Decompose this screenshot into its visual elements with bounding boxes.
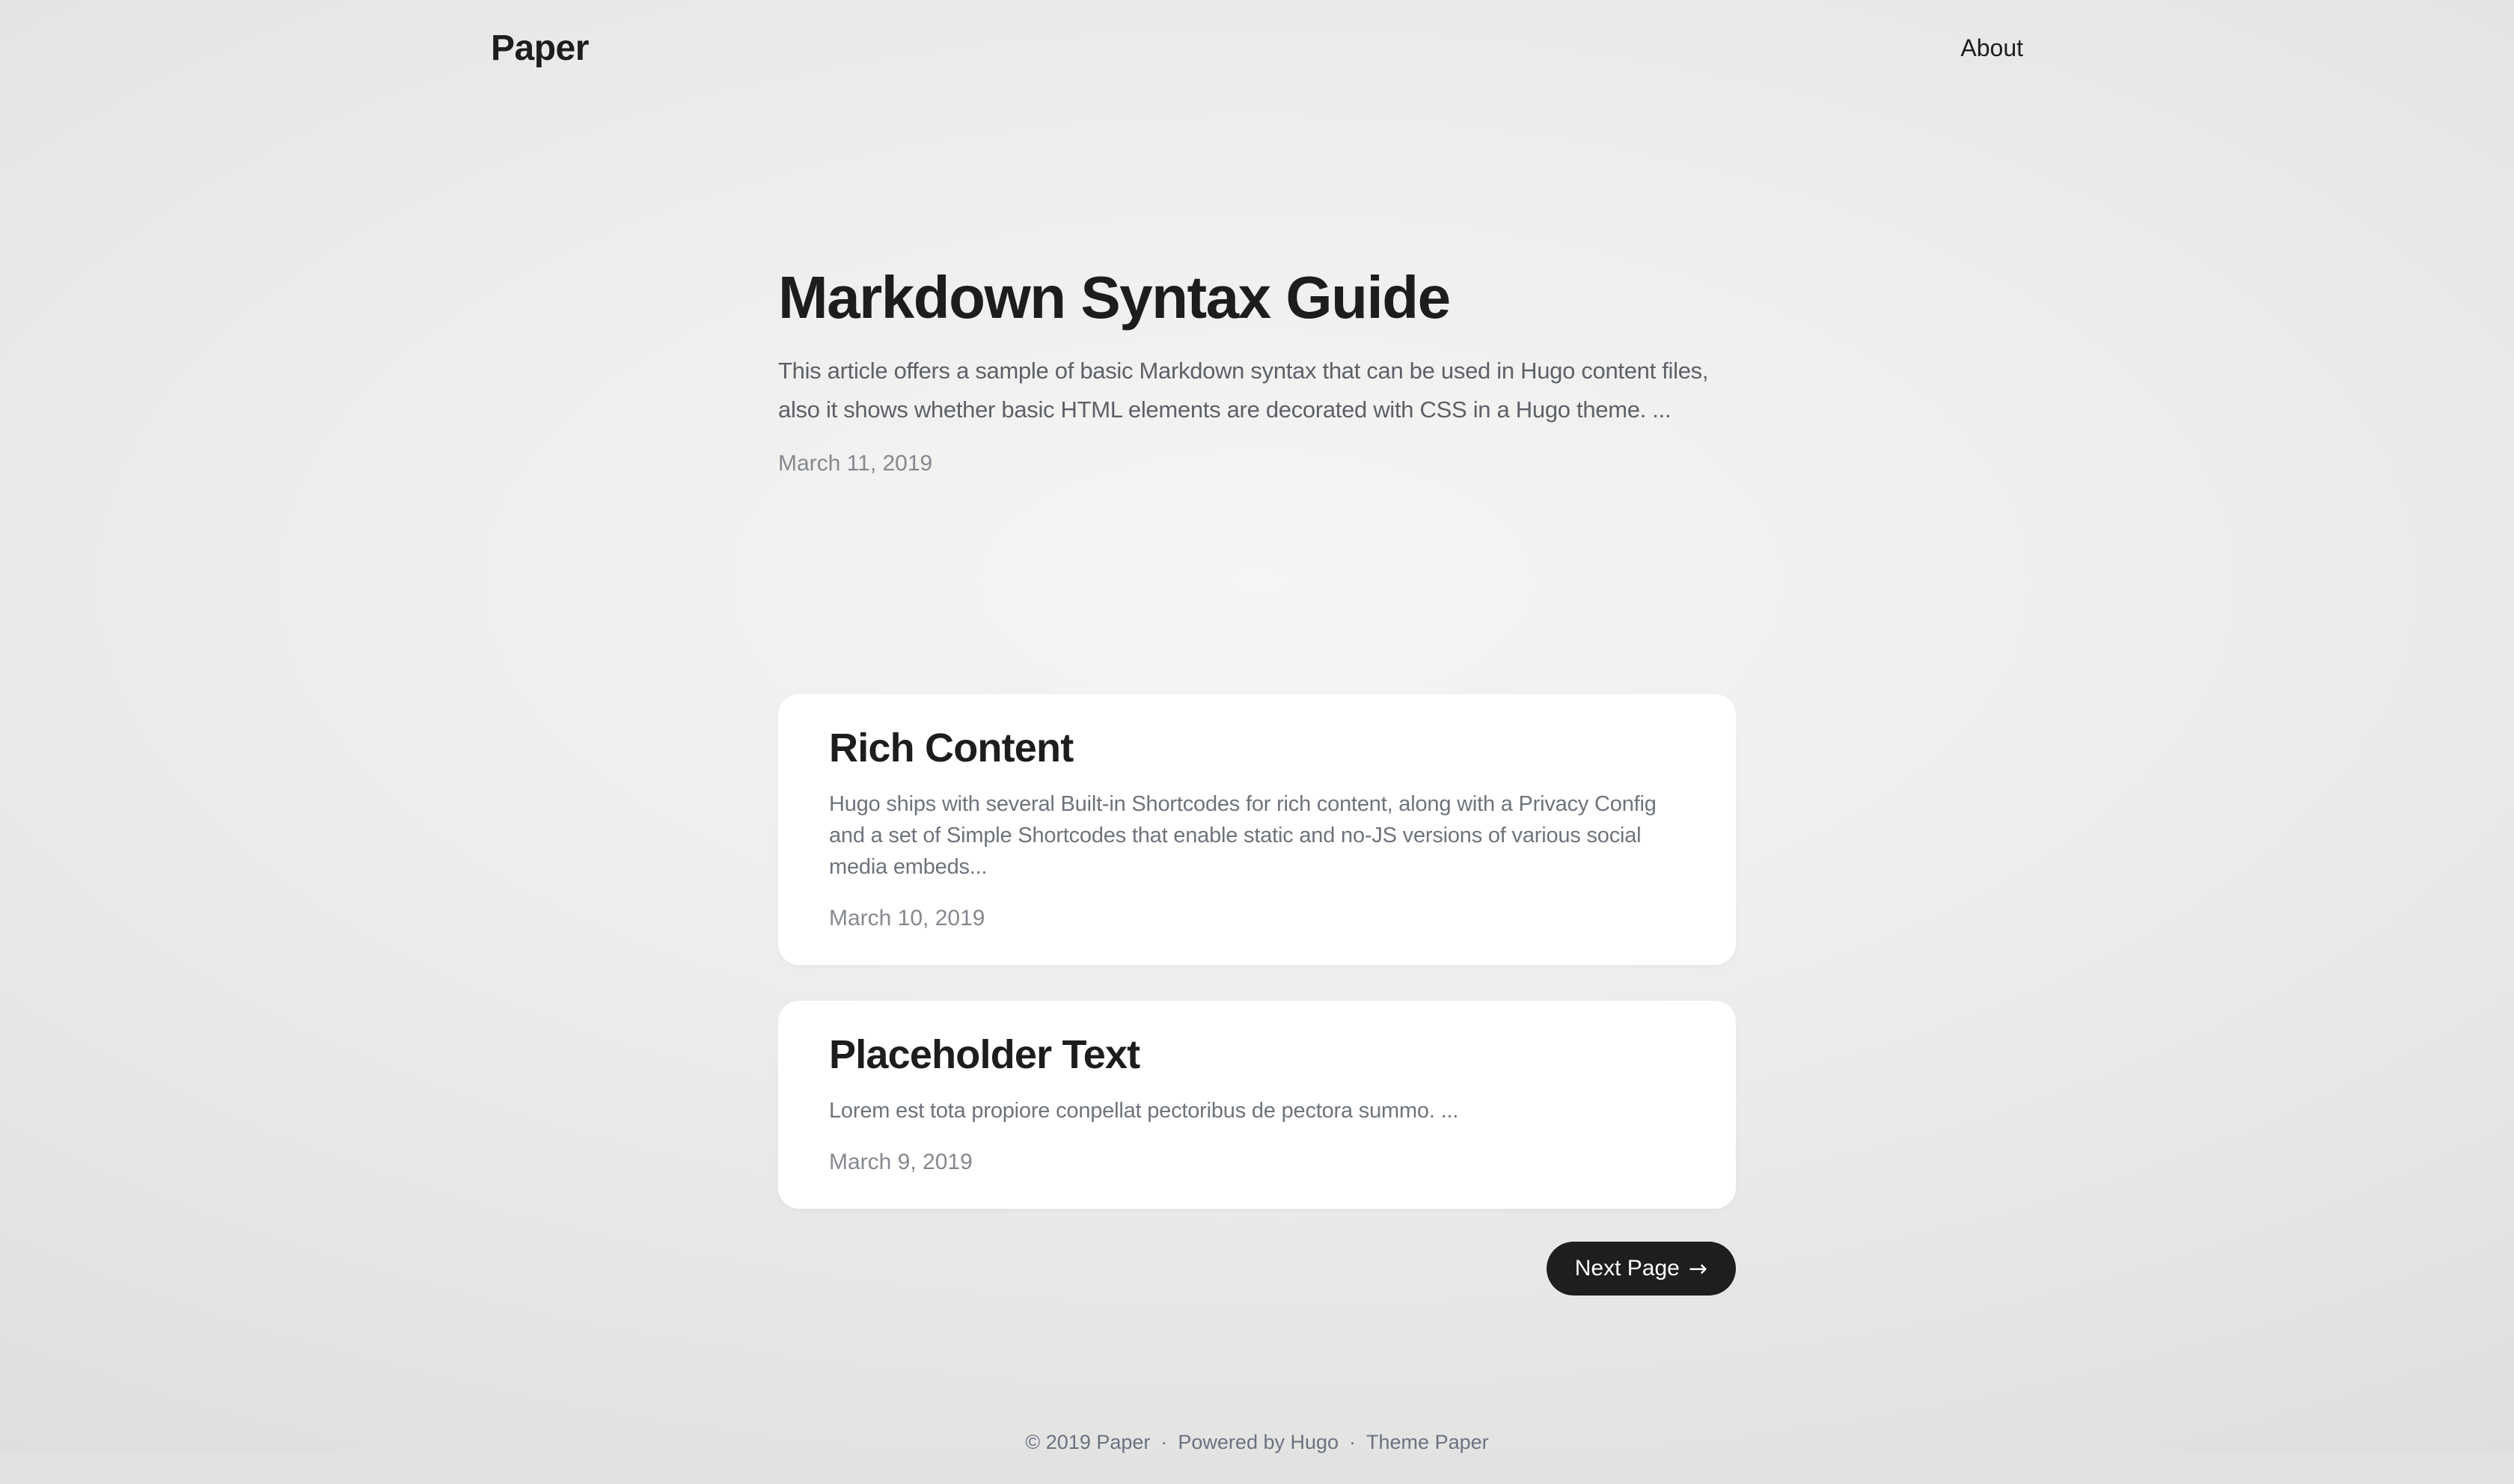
post-card-title: Rich Content bbox=[829, 726, 1074, 770]
site-logo[interactable]: Paper bbox=[491, 28, 589, 68]
site-footer bbox=[0, 1427, 2514, 1484]
post-list bbox=[778, 694, 1736, 1209]
post-card-date: March 9, 2019 bbox=[829, 1150, 973, 1174]
post-card-excerpt: Hugo ships with several Built-in Shortcodes for rich content, along with a Privacy Config and a set of Simple Shortcodes that enable static and no-JS versions of various social media embeds... bbox=[829, 792, 1657, 879]
footer-separator: · bbox=[1349, 1431, 1357, 1453]
arrow-right-icon: → bbox=[1688, 1255, 1707, 1282]
header-nav bbox=[1960, 34, 2023, 62]
post-card-title: Placeholder Text bbox=[829, 1032, 1140, 1077]
site-header bbox=[0, 0, 2514, 96]
nav-link-about[interactable]: About bbox=[1960, 34, 2023, 61]
next-page-button[interactable] bbox=[1547, 1242, 1736, 1296]
featured-post-title[interactable]: Markdown Syntax Guide bbox=[778, 264, 1450, 331]
main-content bbox=[778, 265, 1736, 1296]
next-page-label: Next Page bbox=[1574, 1256, 1680, 1281]
footer-theme-link[interactable]: Theme Paper bbox=[1366, 1431, 1489, 1453]
footer-powered-link[interactable]: Powered by Hugo bbox=[1178, 1431, 1339, 1453]
post-card-excerpt: Lorem est tota propiore conpellat pectoribus de pectora summo. ... bbox=[829, 1099, 1459, 1123]
post-card-rich-content[interactable] bbox=[778, 694, 1736, 965]
featured-post bbox=[778, 265, 1736, 479]
post-card-placeholder-text[interactable] bbox=[778, 1001, 1736, 1209]
pagination bbox=[778, 1242, 1736, 1296]
footer-copyright: © 2019 Paper bbox=[1025, 1431, 1151, 1453]
featured-post-excerpt: This article offers a sample of basic Markdown syntax that can be used in Hugo content files, also it shows whether basic HTML elements are decorated with CSS in a Hugo theme. ... bbox=[778, 358, 1709, 423]
post-card-date: March 10, 2019 bbox=[829, 906, 985, 930]
featured-post-date: March 11, 2019 bbox=[778, 451, 933, 476]
footer-separator: · bbox=[1160, 1431, 1168, 1453]
header-container bbox=[491, 28, 2023, 69]
